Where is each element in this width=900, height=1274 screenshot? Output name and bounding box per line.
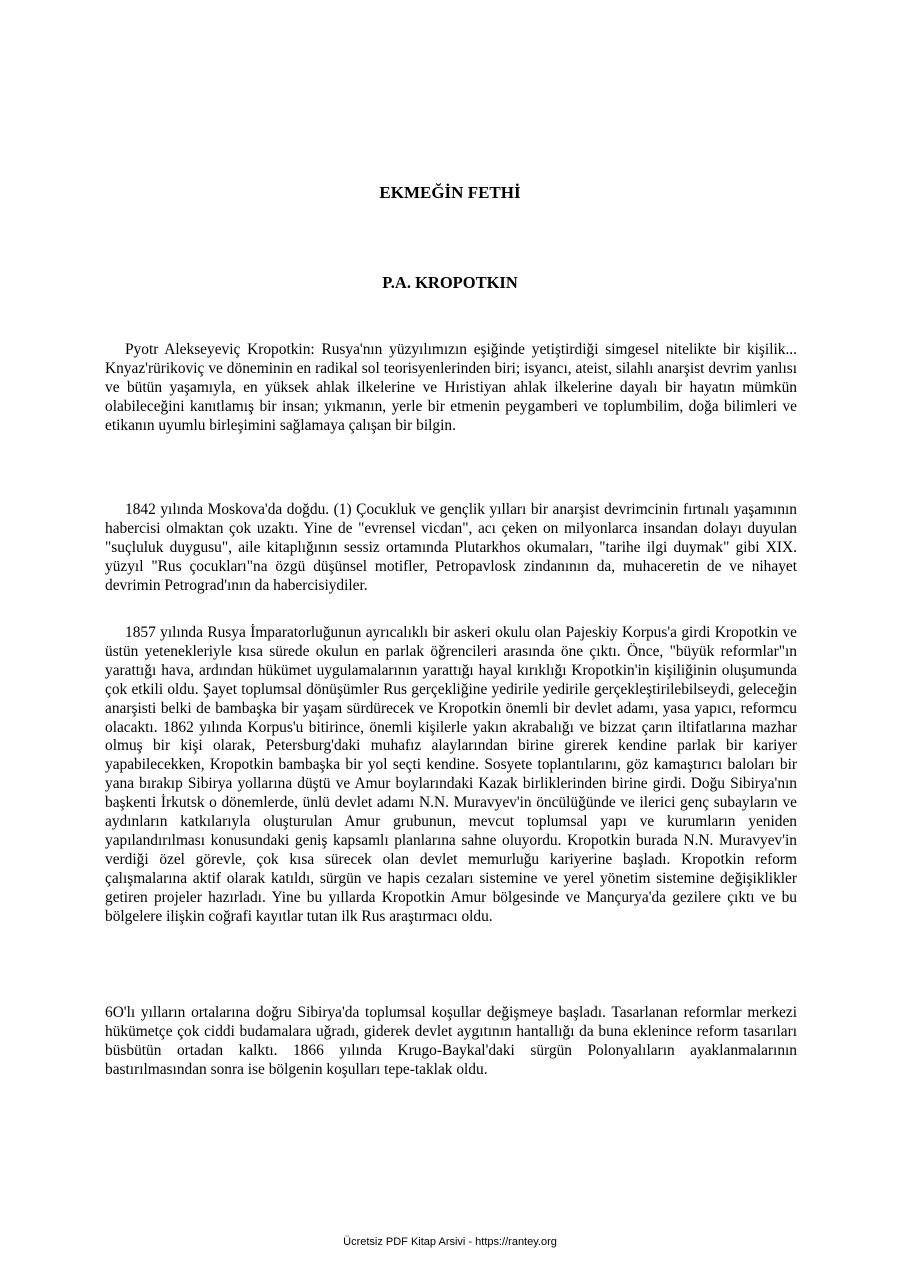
document-title: EKMEĞİN FETHİ <box>379 183 521 202</box>
paragraph-intro: Pyotr Alekseyeviç Kropotkin: Rusya'nın yüzyılımızın eşiğinde yetiştirdiği simgesel nitelikte bir kişilik... Knyaz'rürikoviç ve döneminin en radikal sol teorisyenlerinden biri; isyancı, ateist, silahlı anarşist devrim yanlısı ve bütün yaşamıyla, en yüksek ahlak ilkelerine ve Hıristiyan ahlak ilkelerine dayalı bir hayatın mümkün olabileceğini kanıtlamış bir insan; yıkmanın, yerle bir etmenin peygamberi ve toplumbilim, doğa bilimleri ve etikanın uyumlu birleşimini sağlamaya çalışan bir bilgin. <box>105 341 797 434</box>
page-footer: Ücretsiz PDF Kitap Arsivi - https://rantey.org <box>343 1236 557 1248</box>
paragraph-birth: 1842 yılında Moskova'da doğdu. (1) Çocukluk ve gençlik yılları bir anarşist devrimcinin fırtınalı yaşamının habercisi olmaktan çok uzaktı. Yine de "evrensel vicdan", acı çeken on milyonlarca insandan dolayı duyulan "suçluluk duygusu", aile kitaplığının sessiz ortamında Plutarkhos okumaları, "tarihe ilgi duymak" gibi XIX. yüzyıl "Rus çocukları"na özgü düşünsel motifler, Petropavlosk zindanının da, muhaceretin de ve nihayet devrimin Petrograd'ının da habercisiydiler. <box>105 501 797 594</box>
paragraph-korpus: 1857 yılında Rusya İmparatorluğunun ayrıcalıklı bir askeri okulu olan Pajeskiy Korpus'a girdi Kropotkin ve üstün yetenekleriyle kısa sürede okulun en parlak öğrencileri arasında öne çıktı. Önce, "büyük reformlar"ın yarattığı hava, ardından hükümet uygulamalarının yarattığı hayal kırıklığı Kropotkin'in kişiliğinin oluşumunda çok etkili oldu. Şayet toplumsal dönüşümler Rus gerçekliğine yedirile yedirile gerçekleştirilebilseydi, geleceğin anarşisti belki de bambaşka bir yaşam sürdürecek ve Kropotkin önemli bir devlet adamı, yasa yapıcı, reformcu olacaktı. 1862 yılında Korpus'u bitirince, önemli kişilerle yakın akrabalığı ve bizzat çarın iltifatlarına mazhar olmuş bir kişi olarak, Petersburg'daki muhafız alaylarından birine girerek kendine parlak bir kariyer yapabilecekken, Kropotkin bambaşka bir yol seçti kendine. Sosyete toplantılarını, göz kamaştırıcı baloları bir yana bırakıp Sibirya yollarına düştü ve Amur boylarındaki Kazak birliklerinden birine girdi. Doğu Sibirya'nın başkenti İrkutsk o dönemlerde, ünlü devlet adamı N.N. Muravyev'in öncülüğünde ve ilerici genç subayların ve aydınların katkılarıyla oluşturulan Amur grubunun, mevcut toplumsal yapı ve kurumların yeniden yapılandırılması konusundaki geniş kapsamlı planlarına sahne oluyordu. Kropotkin burada N.N. Muravyev'in verdiği özel görevle, çok kısa sürecek olan devlet memurluğu kariyerine başladı. Kropotkin reform çalışmalarına aktif olarak katıldı, sürgün ve hapis cezaları sistemine ve yerel yönetim sistemine değişiklikler getiren projeler hazırladı. Yine bu yıllarda Kropotkin Amur bölgesinde ve Mançurya'da gezilere çıktı ve bu bölgelere ilişkin coğrafi kayıtlar tutan ilk Rus araştırmacı oldu. <box>105 624 797 925</box>
paragraph-sixties: 6O'lı yılların ortalarına doğru Sibirya'da toplumsal koşullar değişmeye başladı. Tasarlanan reformlar merkezi hükümetçe çok ciddi budamalara uğradı, giderek devlet aygıtının hantallığı da buna eklenince reform tasarıları büsbütün ortadan kalktı. 1866 yılında Krugo-Baykal'daki sürgün Polonyalıların ayaklanmalarının bastırılmasından sonra ise bölgenin koşulları tepe-taklak oldu. <box>105 1004 797 1078</box>
document-author: P.A. KROPOTKIN <box>382 273 518 292</box>
